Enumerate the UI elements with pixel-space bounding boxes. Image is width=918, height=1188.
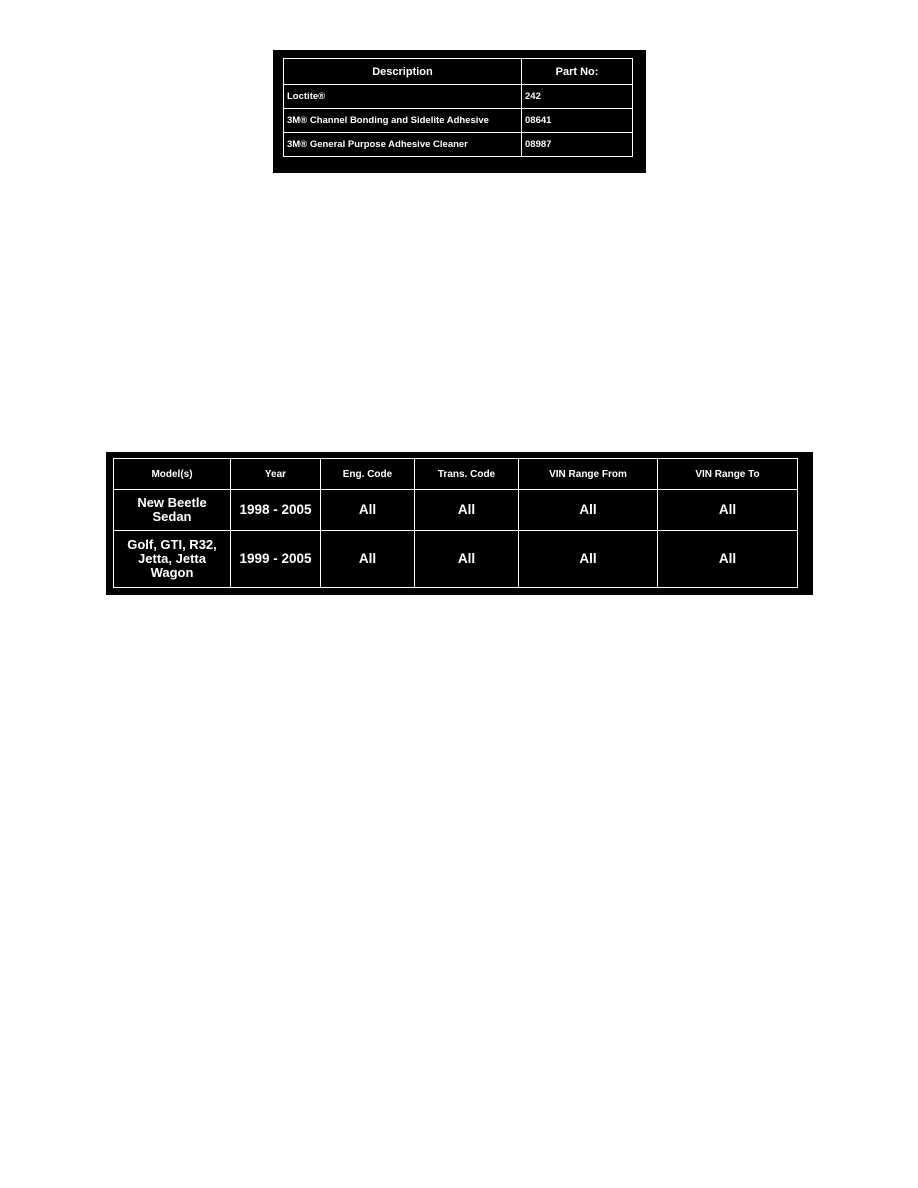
parts-table bbox=[283, 58, 633, 157]
model-line: Wagon bbox=[150, 565, 194, 580]
model-line: Jetta, Jetta bbox=[138, 551, 206, 566]
model-line: Sedan bbox=[152, 509, 192, 524]
eng-code-cell: All bbox=[321, 531, 415, 588]
header-trans-code: Trans. Code bbox=[415, 459, 519, 490]
vin-to-cell: All bbox=[658, 531, 798, 588]
vin-from-cell: All bbox=[519, 531, 658, 588]
part-number: 242 bbox=[522, 85, 633, 109]
part-number: 08987 bbox=[522, 133, 633, 157]
year-cell: 1999 - 2005 bbox=[231, 531, 321, 588]
vin-from-cell: All bbox=[519, 490, 658, 531]
model-line: Golf, GTI, R32, bbox=[127, 537, 217, 552]
applicability-table-panel bbox=[106, 452, 813, 595]
applicability-header-row bbox=[114, 459, 798, 490]
part-description: 3M® General Purpose Adhesive Cleaner bbox=[284, 133, 522, 157]
header-vin-range-from: VIN Range From bbox=[519, 459, 658, 490]
header-year: Year bbox=[231, 459, 321, 490]
model-line: New Beetle bbox=[137, 495, 207, 510]
applicability-table bbox=[113, 458, 798, 588]
eng-code-cell: All bbox=[321, 490, 415, 531]
parts-table-panel bbox=[273, 50, 646, 173]
table-row bbox=[284, 133, 633, 157]
table-row bbox=[114, 490, 798, 531]
part-description: Loctite® bbox=[284, 85, 522, 109]
header-models: Model(s) bbox=[114, 459, 231, 490]
header-vin-range-to: VIN Range To bbox=[658, 459, 798, 490]
vin-to-cell: All bbox=[658, 490, 798, 531]
header-eng-code: Eng. Code bbox=[321, 459, 415, 490]
year-cell: 1998 - 2005 bbox=[231, 490, 321, 531]
part-number: 08641 bbox=[522, 109, 633, 133]
table-row bbox=[114, 531, 798, 588]
parts-table-header-row bbox=[284, 59, 633, 85]
trans-code-cell: All bbox=[415, 531, 519, 588]
trans-code-cell: All bbox=[415, 490, 519, 531]
model-cell bbox=[114, 531, 231, 588]
parts-header-description: Description bbox=[284, 59, 522, 85]
part-description: 3M® Channel Bonding and Sidelite Adhesive bbox=[284, 109, 522, 133]
parts-header-part-no: Part No: bbox=[522, 59, 633, 85]
table-row bbox=[284, 109, 633, 133]
table-row bbox=[284, 85, 633, 109]
model-cell bbox=[114, 490, 231, 531]
